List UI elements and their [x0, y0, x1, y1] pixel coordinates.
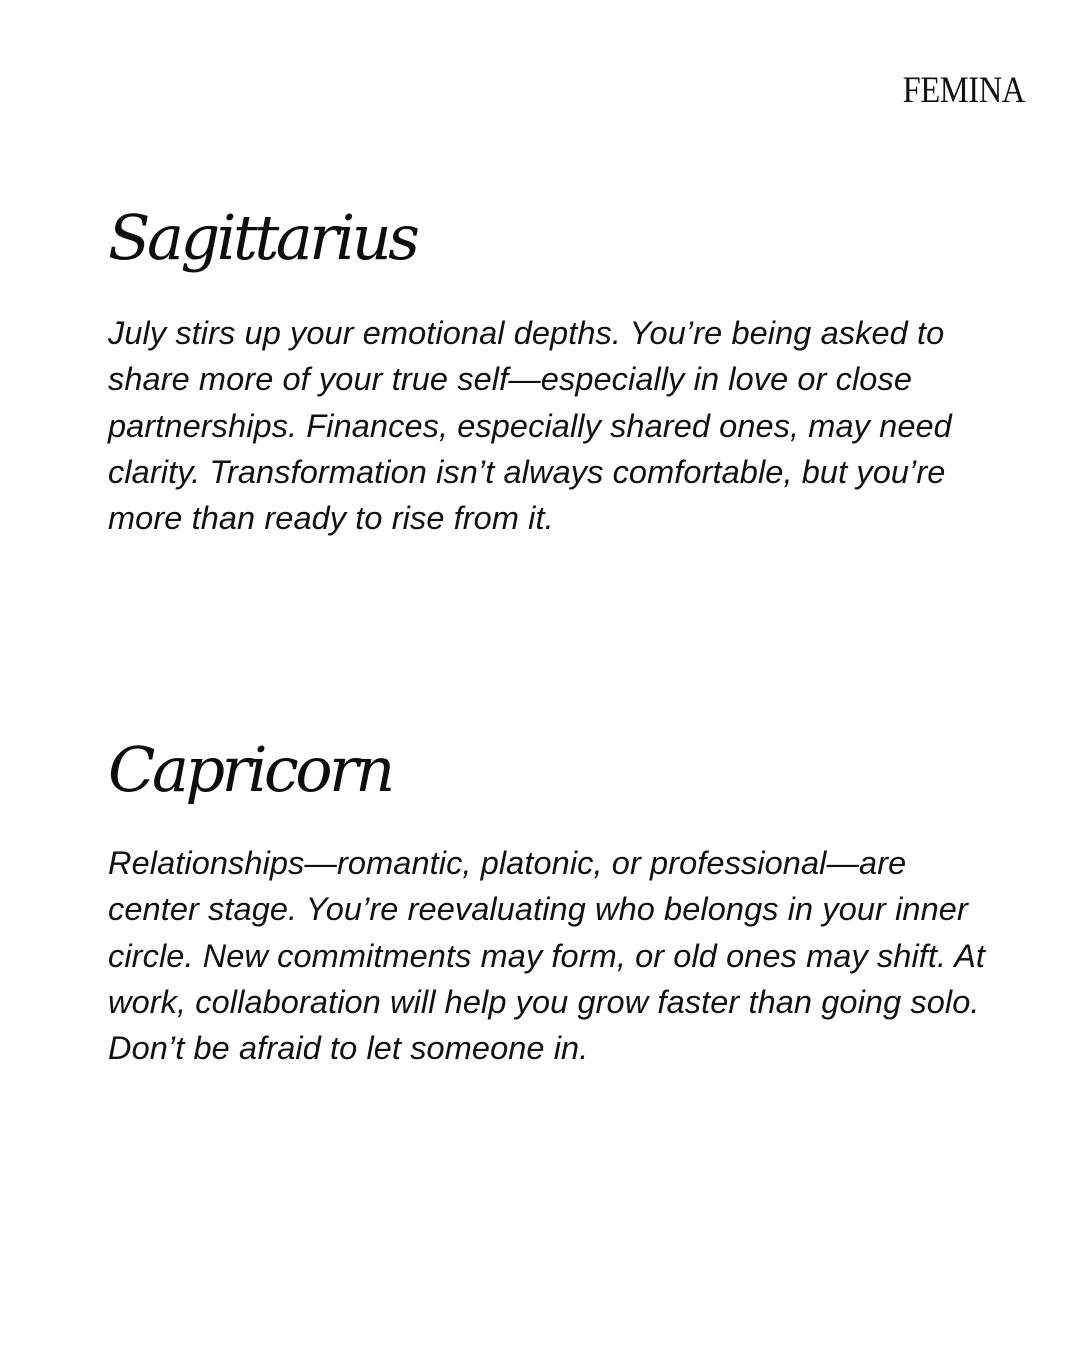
sign-body-capricorn: Relationships—romantic, platonic, or professional—are center stage. You’re reevaluating who belongs in your inner circle. New commitments may form, or old ones may shift. At work, collaboration will help you grow faster than going solo. Don’t be afraid to let someone in. [108, 845, 986, 1066]
sign-title-sagittarius: Sagittarius [108, 201, 417, 274]
capricorn-section [108, 733, 988, 1071]
sign-title-capricorn: Capricorn [108, 733, 392, 806]
brand-logo: FEMINA [902, 70, 1025, 111]
sign-body-sagittarius: July stirs up your emotional depths. You’re being asked to share more of your true self—especially in love or close partnerships. Finances, especially shared ones, may need clarity. Transformation isn’t always comfortable, but you’re more than ready to rise from it. [108, 315, 952, 536]
sagittarius-section [108, 201, 988, 541]
